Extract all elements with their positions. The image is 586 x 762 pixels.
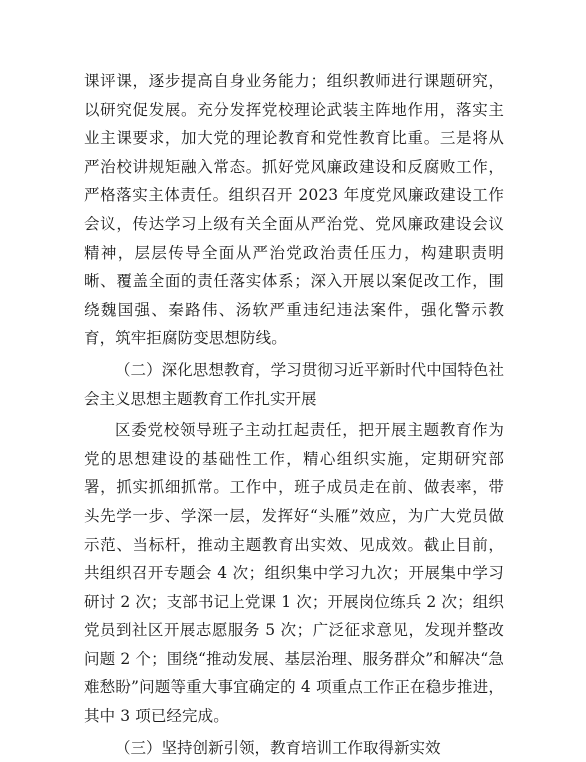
body-paragraph-theme-education: 区委党校领导班子主动扛起责任，把开展主题教育作为党的思想建设的基础性工作，精心组织实施，定期研究部署，抓实抓细抓常。工作中，班子成员走在前、做表率，带头先学一步、学深一层，发挥好“头雁”效应，为广大党员做示范、当标杆，推动主题教育出实效、见成效。截止目前，共组织召开专题会 4 次；组织集中学习九次；开展集中学习研讨 2 次；支部书记上党课 1 次；开展岗位练兵 2 次；组织党员到社区开展志愿服务 5 次；广泛征求意见，发现并整改问题 2 个；围绕“推动发展、基层治理、服务群众”和解决“急难愁盼”问题等重大事宜确定的 4 项重点工作正在稳步推进，其中 3 项已经完成。 xyxy=(84,421,504,726)
body-paragraph-continued: 课评课，逐步提高自身业务能力；组织教师进行课题研究，以研究促发展。充分发挥党校理论武装主阵地作用，落实主业主课要求，加大党的理论教育和党性教育比重。三是将从严治校讲规矩融入常态。抓好党风廉政建设和反腐败工作，严格落实主体责任。组织召开 2023 年度党风廉政建设工作会议，传达学习上级有关全面从严治党、党风廉政建设会议精神，层层传导全面从严治党政治责任压力，构建职责明晰、覆盖全面的责任落实体系；深入开展以案促改工作，围绕魏国强、秦路伟、汤软严重违纪违法案件，强化警示教育，筑牢拒腐防变思想防线。 xyxy=(84,72,504,348)
section-heading-3: （三）坚持创新引领，教育培训工作取得新实效 xyxy=(115,738,441,757)
section-heading-2: （二）深化思想教育，学习贯彻习近平新时代中国特色社会主义思想主题教育工作扎实开展 xyxy=(84,360,504,408)
document-body xyxy=(84,67,504,762)
